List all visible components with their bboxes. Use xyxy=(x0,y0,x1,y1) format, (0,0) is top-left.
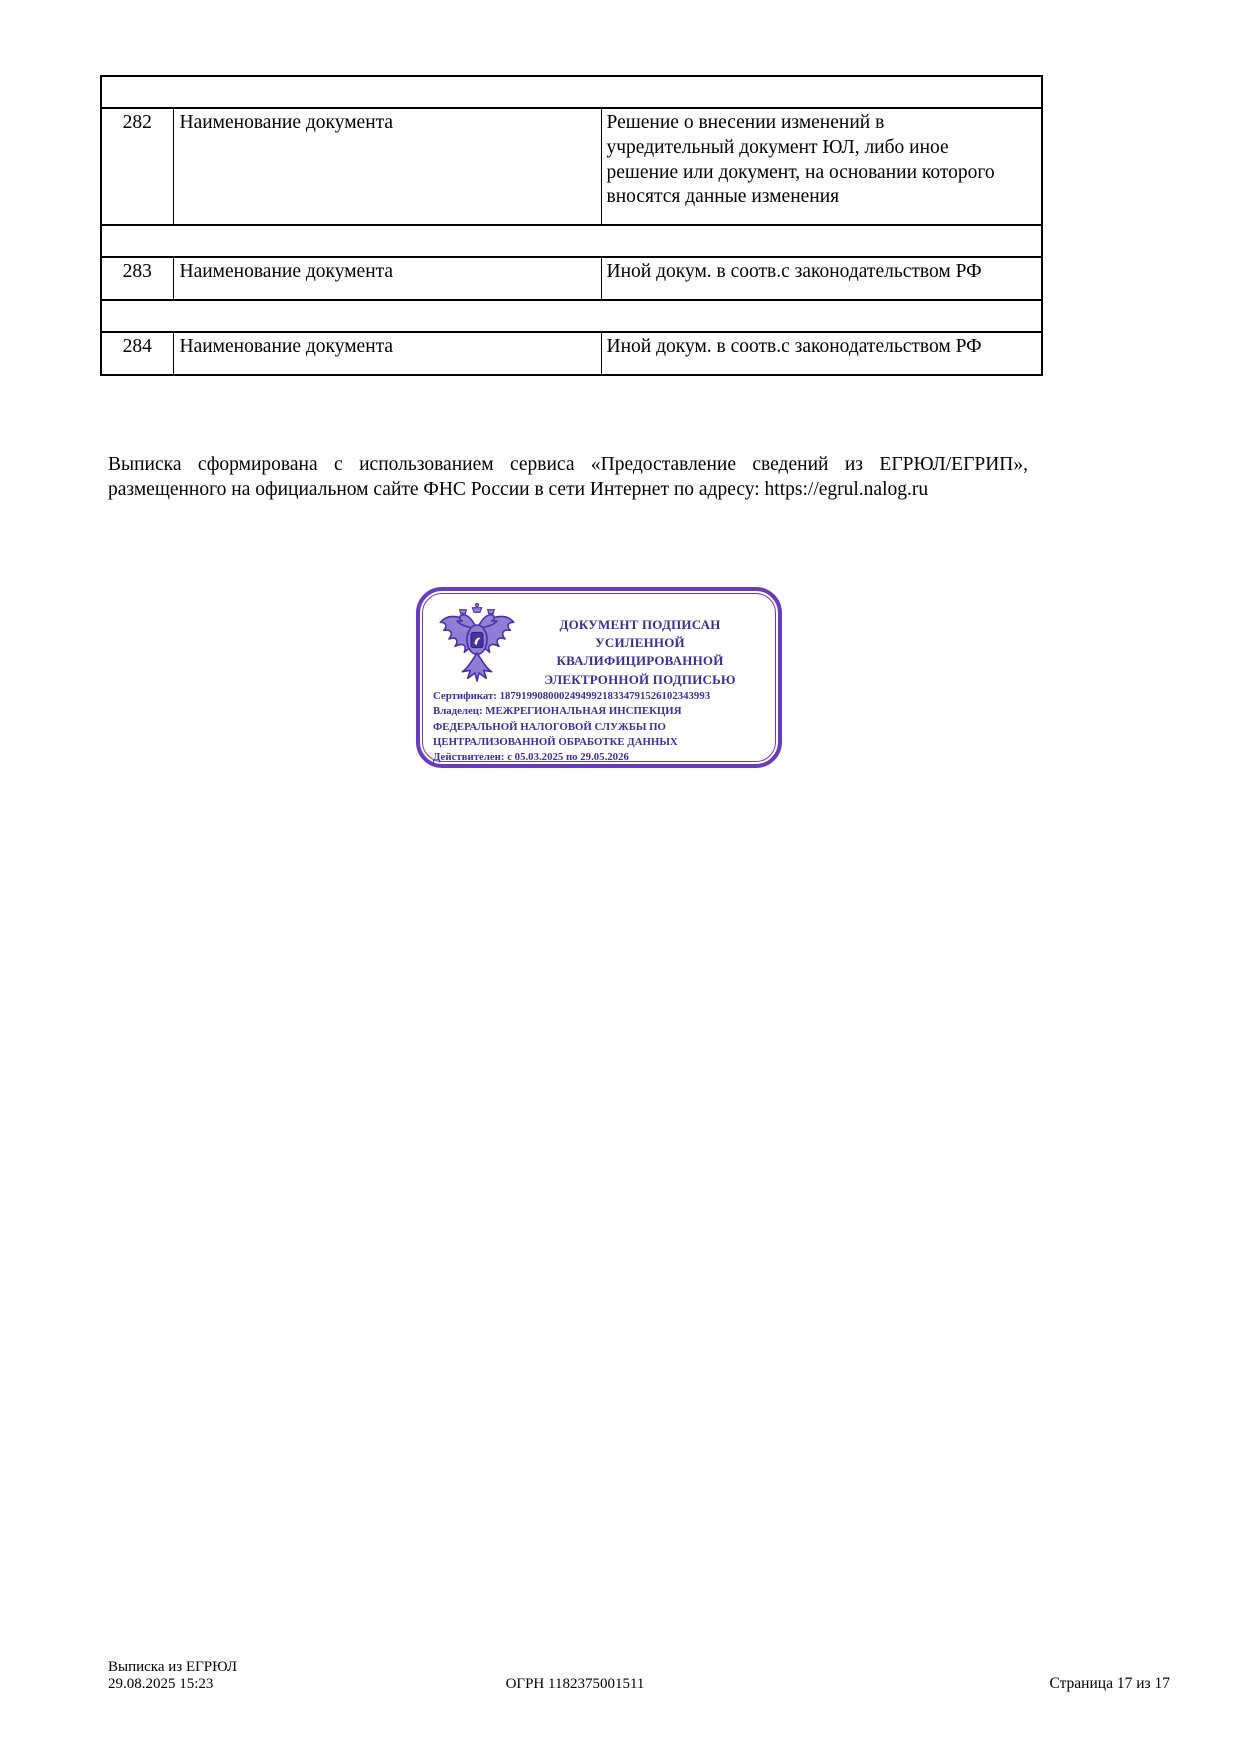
stamp-details xyxy=(433,689,755,766)
stamp-title-line: УСИЛЕННОЙ КВАЛИФИЦИРОВАННОЙ xyxy=(556,635,724,669)
owner-label: Владелец: xyxy=(433,705,483,718)
row-value: Решение о внесении изменений в учредительный документ ЮЛ, либо иное решение или документ, на основании которого вносятся данные изменения xyxy=(601,108,1042,225)
validity-value: с 05.03.2025 по 29.05.2026 xyxy=(507,751,629,764)
table-spacer-row xyxy=(101,76,1042,108)
stamp-title xyxy=(517,616,763,689)
footer-datetime: 29.08.2025 15:23 xyxy=(108,1676,214,1692)
certificate-value: 187919908000249499218334791526102343993 xyxy=(499,690,711,702)
table-spacer-row xyxy=(101,300,1042,332)
row-label: Наименование документа xyxy=(173,257,601,300)
spacer-cell xyxy=(101,225,1042,257)
signature-stamp-inner xyxy=(422,593,776,762)
row-label: Наименование документа xyxy=(173,332,601,375)
validity-line xyxy=(433,750,755,765)
row-number: 282 xyxy=(101,108,173,225)
owner-line xyxy=(433,704,755,750)
table-spacer-row xyxy=(101,225,1042,257)
stamp-title-line: ЭЛЕКТРОННОЙ ПОДПИСЬЮ xyxy=(544,671,736,687)
row-value: Иной докум. в соотв.с законодательством РФ xyxy=(601,332,1042,375)
certificate-label: Сертификат: xyxy=(433,690,497,702)
footer-ogrn: ОГРН 1182375001511 xyxy=(505,1676,645,1692)
document-table xyxy=(100,75,1043,376)
signature-stamp xyxy=(416,587,782,768)
row-number: 283 xyxy=(101,257,173,300)
stamp-title-line: ДОКУМЕНТ ПОДПИСАН xyxy=(559,617,721,632)
row-number: 284 xyxy=(101,332,173,375)
coat-of-arms-icon xyxy=(437,601,517,689)
service-note: Выписка сформирована с использованием сервиса «Предоставление сведений из ЕГРЮЛ/ЕГРИП», размещенного на официальном сайте ФНС России в сети Интернет по адресу: https://egrul.nalog.ru xyxy=(108,454,1028,501)
row-value: Иной докум. в соотв.с законодательством РФ xyxy=(601,257,1042,300)
validity-label: Действителен: xyxy=(433,751,505,764)
table-row xyxy=(101,257,1042,300)
row-label: Наименование документа xyxy=(173,108,601,225)
footer-doc-type: Выписка из ЕГРЮЛ xyxy=(108,1659,237,1675)
spacer-cell xyxy=(101,76,1042,108)
certificate-line xyxy=(433,689,755,704)
footer-page-number: Страница 17 из 17 xyxy=(1049,1675,1170,1692)
table-row xyxy=(101,332,1042,375)
spacer-cell xyxy=(101,300,1042,332)
footer-left xyxy=(108,1659,237,1693)
owner-value: МЕЖРЕГИОНАЛЬНАЯ ИНСПЕКЦИЯ ФЕДЕРАЛЬНОЙ НАЛОГОВОЙ СЛУЖБЫ ПО ЦЕНТРАЛИЗОВАННОЙ ОБРАБОТКЕ ДАННЫХ xyxy=(433,705,682,748)
table-row xyxy=(101,108,1042,225)
